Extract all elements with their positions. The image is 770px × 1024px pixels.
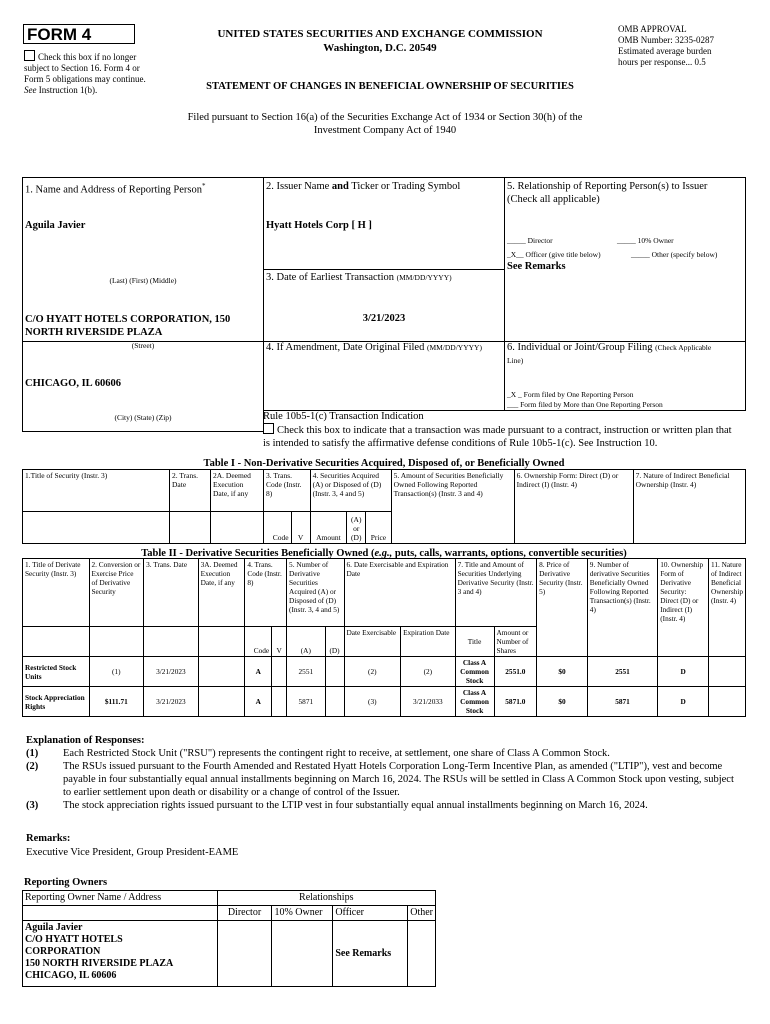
earliest-transaction-date: 3/21/2023 [362,313,406,324]
rule-10b5-1-checkbox[interactable] [263,423,274,434]
reporting-person-street: C/O HYATT HOTELS CORPORATION, 150 NORTH RIVERSIDE PLAZA [25,314,231,338]
statement-title: STATEMENT OF CHANGES IN BENEFICIAL OWNERSHIP OF SECURITIES [206,81,574,92]
remarks: Remarks: Executive Vice President, Group President-EAME [26,833,239,858]
box4-amendment: 4. If Amendment, Date Original Filed (MM/DD/YYYY) [263,341,505,411]
box1-address: (Street) CHICAGO, IL 60606 (City) (State) (Zip) [22,341,264,432]
table1: 1.Title of Security (Instr. 3) 2. Trans. Date 2A. Deemed Execution Date, if any 3. Trans. Code (Instr. 8) 4. Securities Acquired (A) or Disposed of (D) (Instr. 3, 4 and 5) 5. Amount of Securities Beneficially Owned Following Reported Transaction(s) (Instr. 3 and 4) 6. Ownership Form: Direct (D) or Indirect (I) (Instr. 4) 7. Nature of Indirect Beneficial Ownership (Instr. 4) Code V Amount (A) or (D) Price [22,469,746,544]
table2: 1. Title of Derivate Security (Instr. 3) 2. Conversion or Exercise Price of Derivative Security 3. Trans. Date 3A. Deemed Execution Date, if any 4. Trans. Code (Instr. 8) 5. Number of Derivative Securities Acquired (A) or Disposed of (D) (Instr. 3, 4 and 5) 6. Date Exercisable and Expiration Date 7. Title and Amount of Securities Underlying Derivative Security (Instr. 3 and 4) 8. Price of Derivative Security (Instr. 5) 9. Number of derivative Securities Beneficially Owned Following Reported Transaction(s) (Instr. 4) 10. Ownership Form of Derivative Security: Direct (D) or Indirect (I) (Instr. 4) 11. Nature of Indirect Beneficial Ownership (Instr. 4) Code V (A) (D) Date Exercisable Expiration Date Title Amount or Number of Shares Restricted Stock Units (1) 3/21/2023 A 2551 (2) (2) Class A Common Stock 2551.0 $0 2551 D Stock Appreciation Rights $111.71 3/21/2023 A 5871 (3) 3/21/2033 Class A Common Stock 5871.0 $0 5871 D [22,558,746,717]
footnote-1: (1) Each Restricted Stock Unit ("RSU") represents the contingent right to receive, at settlement, one share of Class A Common Stock. [26,748,610,759]
omb-approval: OMB APPROVAL OMB Number: 3235-0287 Estimated average burden hours per response... 0.5 [618,24,714,67]
relationship-remarks: See Remarks [507,261,566,272]
no-longer-subject-checkbox[interactable] [24,50,35,61]
footnote-2: (2) The RSUs issued pursuant to the Fourth Amended and Restated Hyatt Hotels Corporation Long-Term Incentive Plan, as amended ("LTIP"), vest and become payable in four substantially equal annual installments beginning on March 16, 2024. The RSUs will be settled in Class A Common Stock upon vesting, subject to earlier settlement upon death or disability or a change of control of the Issuer. [26,761,734,798]
check-note: Check this box if no longer subject to Section 16. Form 4 or Form 5 obligations may continue. See Instruction 1(b). [24,52,146,95]
footnote-3: (3) The stock appreciation rights issued pursuant to the LTIP vest in four substantially equal annual installments beginning on March 16, 2024. [26,800,648,811]
issuer-name: Hyatt Hotels Corp [ H ] [266,220,372,231]
table-row: Aguila Javier C/O HYATT HOTELS CORPORATION 150 NORTH RIVERSIDE PLAZA CHICAGO, IL 60606 See Remarks [23,921,436,987]
reporting-person-city: CHICAGO, IL 60606 [25,378,121,389]
box3-date: 3. Date of Earliest Transaction (MM/DD/YYYY) 3/21/2023 [263,269,505,342]
table2-title: Table II - Derivative Securities Beneficially Owned (e.g., puts, calls, warrants, options, convertible securities) [141,548,627,559]
reporting-owners-table: Reporting Owner Name / Address Relationships Director 10% Owner Officer Other Aguila Javier C/O HYATT HOTELS CORPORATION 150 NORTH RIVERSIDE PLAZA CHICAGO, IL 60606 See Remarks [22,890,436,987]
box1-name: 1. Name and Address of Reporting Person* Aguila Javier (Last) (First) (Middle) C/O HYATT HOTELS CORPORATION, 150 NORTH RIVERSIDE PLAZA [22,177,264,342]
filed-pursuant: Filed pursuant to Section 16(a) of the Securities Exchange Act of 1934 or Section 30(h) of the Investment Company Act of 1940 [187,112,583,136]
table-row: Restricted Stock Units (1) 3/21/2023 A 2551 (2) (2) Class A Common Stock 2551.0 $0 2551 D [23,657,746,687]
form-title: FORM 4 [23,24,135,44]
owner-name-address: Aguila Javier C/O HYATT HOTELS CORPORATION 150 NORTH RIVERSIDE PLAZA CHICAGO, IL 60606 [23,921,218,987]
box5-relationship: 5. Relationship of Reporting Person(s) to Issuer (Check all applicable) _____ Director _____ 10% Owner _X__ Officer (give title below) _____ Other (specify below) See Remarks [504,177,746,342]
box2-issuer: 2. Issuer Name and Ticker or Trading Symbol Hyatt Hotels Corp [ H ] [263,177,505,270]
agency-location: Washington, D.C. 20549 [323,42,437,54]
table1-title: Table I - Non-Derivative Securities Acquired, Disposed of, or Beneficially Owned [203,458,565,469]
table-row: Stock Appreciation Rights $111.71 3/21/2023 A 5871 (3) 3/21/2033 Class A Common Stock 5871.0 $0 5871 D [23,687,746,717]
agency-name: UNITED STATES SECURITIES AND EXCHANGE COMMISSION [217,28,543,40]
reporting-owners-title: Reporting Owners [24,877,108,888]
explanation-of-responses: Explanation of Responses: (1) Each Restricted Stock Unit ("RSU") represents the contingent right to receive, at settlement, one share of Class A Common Stock. (2) The RSUs issued pursuant to the Fourth Amended and Restated Hyatt Hotels Corporation Long-Term Incentive Plan, as amended ("LTIP"), vest and become payable in four substantially equal annual installments beginning on March 16, 2024. The RSUs will be settled in Class A Common Stock upon vesting, subject to earlier settlement upon death or disability or a change of control of the Issuer. (3) The stock appreciation rights issued pursuant to the LTIP vest in four substantially equal annual installments beginning on March 16, 2024. [26,734,744,812]
reporting-person-name: Aguila Javier [25,220,86,231]
box6-filing: 6. Individual or Joint/Group Filing (Check Applicable Line) _X _ Form filed by One Reporting Person ___ Form filed by More than One Reporting Person [504,341,746,411]
rule-10b5-1: Rule 10b5-1(c) Transaction Indication Check this box to indicate that a transaction was made pursuant to a contract, instruction or written plan that is intended to satisfy the affirmative defense conditions of Rule 10b5-1(c). See Instruction 10. [263,411,732,449]
